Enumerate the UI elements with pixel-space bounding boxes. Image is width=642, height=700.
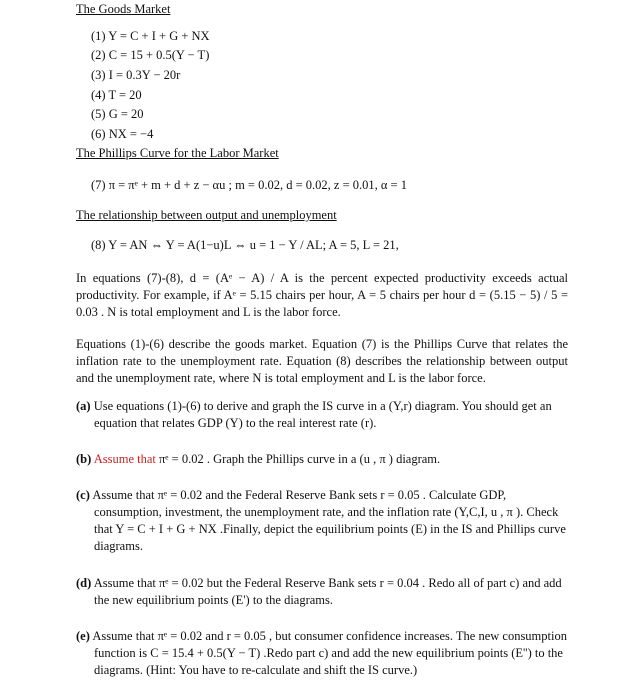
question-b-label: (b)	[76, 452, 92, 466]
question-d-label: (d)	[76, 576, 92, 590]
equation-2: (2) C = 15 + 0.5(Y − T)	[91, 48, 210, 62]
question-d-text: Assume that πᵉ = 0.02 but the Federal Reserve Bank sets r = 0.04 . Redo all of part c) and add the new equilibrium points (E') to the diagrams.	[93, 576, 562, 607]
question-a-text: Use equations (1)-(6) to derive and graph the IS curve in a (Y,r) diagram. You should get an equation that relates GDP (Y) to the real interest rate (r).	[93, 399, 552, 430]
question-b-text: πᵉ = 0.02 . Graph the Phillips curve in a (u , π ) diagram.	[159, 452, 441, 466]
question-e	[76, 628, 568, 679]
question-c-text: Assume that πᵉ = 0.02 and the Federal Reserve Bank sets r = 0.05 . Calculate GDP, consumption, investment, the unemployment rate, and the inflation rate (Y,C,I, u , π ). Check that Y = C + I + G + NX .Finally, depict the equilibrium points (E) in the IS and Phillips curve diagrams.	[92, 488, 566, 553]
question-e-label: (e)	[76, 629, 90, 643]
question-c-label: (c)	[76, 488, 90, 502]
question-b	[76, 451, 568, 468]
equation-3: (3) I = 0.3Y − 20r	[91, 68, 181, 82]
question-d	[76, 575, 568, 609]
heading-output-unemployment: The relationship between output and unemployment	[76, 208, 337, 222]
equation-5: (5) G = 20	[91, 107, 144, 121]
question-a	[76, 398, 568, 432]
question-e-text: Assume that πᵉ = 0.02 and r = 0.05 , but consumer confidence increases. The new consumption function is C = 15.4 + 0.5(Y − T) .Redo part c) and add the new equilibrium points (E'') to the diagrams. (Hint: You have to re-calculate and shift the IS curve.)	[92, 629, 567, 677]
heading-goods-market: The Goods Market	[76, 2, 171, 16]
question-b-highlight: Assume that	[93, 452, 156, 466]
question-c	[76, 487, 568, 555]
equation-4: (4) T = 20	[91, 88, 142, 102]
equation-8: (8) Y = AN ⇔ Y = A(1−u)L ⇔ u = 1 − Y / AL; A = 5, L = 21,	[91, 238, 399, 252]
equation-1: (1) Y = C + I + G + NX	[91, 29, 210, 43]
equation-6: (6) NX = −4	[91, 127, 154, 141]
heading-phillips-curve: The Phillips Curve for the Labor Market	[76, 146, 279, 160]
equation-7: (7) π = πᵉ + m + d + z − αu ; m = 0.02, d = 0.02, z = 0.01, α = 1	[91, 178, 407, 192]
paragraph-description: Equations (1)-(6) describe the goods market. Equation (7) is the Phillips Curve that relates the inflation rate to the unemployment rate. Equation (8) describes the relationship between output and the unemployment rate, where N is total employment and L is the labor force.	[76, 337, 568, 385]
question-a-label: (a)	[76, 399, 91, 413]
paragraph-productivity: In equations (7)-(8), d = (Aᵉ − A) / A is the percent expected productivity exceeds actual productivity. For example, if Aᵉ = 5.15 chairs per hour, A = 5 chairs per hour d = (5.15 − 5) / 5 = 0.03 . N is total employment and L is the labor force.	[76, 271, 568, 319]
